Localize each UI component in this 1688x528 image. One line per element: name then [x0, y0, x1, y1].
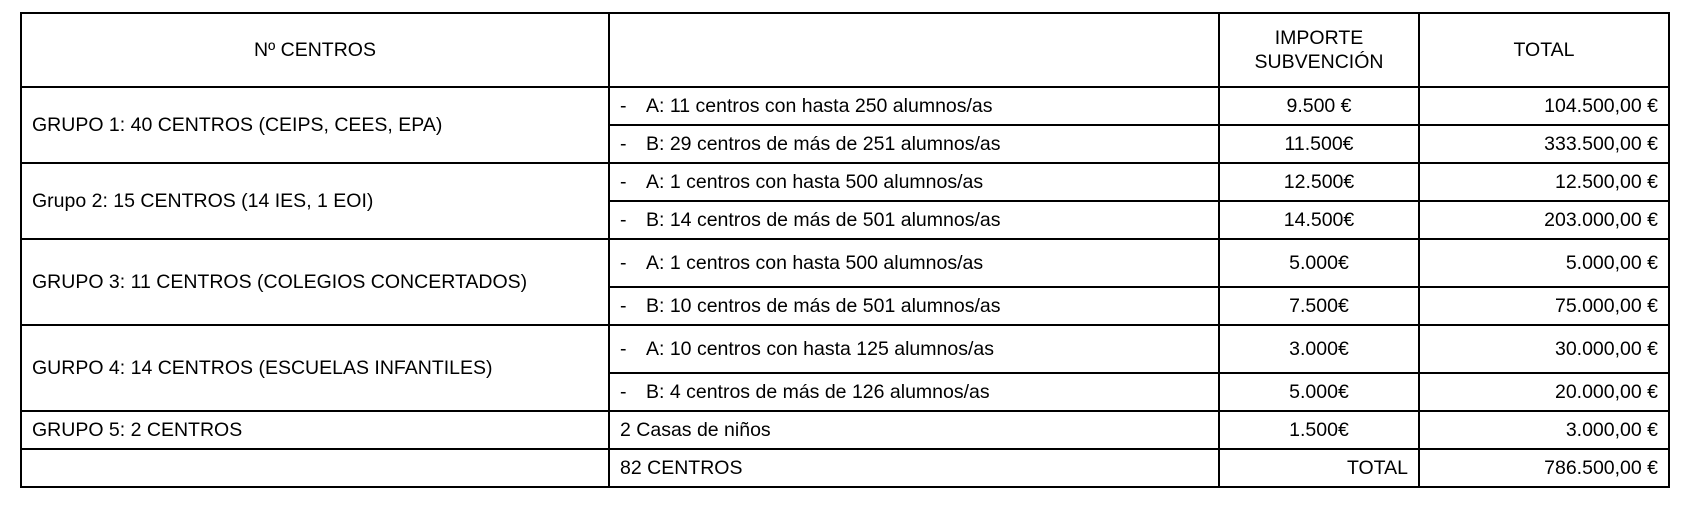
- detail-text: A: 11 centros con hasta 250 alumnos/as: [646, 94, 993, 117]
- header-detalle: [609, 13, 1219, 87]
- detail-text: B: 14 centros de más de 501 alumnos/as: [646, 208, 1001, 231]
- table-row: [21, 87, 1669, 125]
- amount-cell: 5.000€: [1219, 373, 1419, 411]
- detail-text: A: 1 centros con hasta 500 alumnos/as: [646, 170, 984, 193]
- amount-cell: 3.000€: [1219, 325, 1419, 373]
- bullet-dash: -: [620, 170, 627, 193]
- detail-text: 2 Casas de niños: [620, 418, 771, 441]
- footer-centers-total: 82 CENTROS: [609, 449, 1219, 487]
- total-cell: 3.000,00 €: [1419, 411, 1669, 449]
- total-cell: 75.000,00 €: [1419, 287, 1669, 325]
- table-row: [21, 239, 1669, 287]
- detail-text: B: 4 centros de más de 126 alumnos/as: [646, 380, 990, 403]
- table-header-row: [21, 13, 1669, 87]
- amount-cell: 12.500€: [1219, 163, 1419, 201]
- total-cell: 12.500,00 €: [1419, 163, 1669, 201]
- detail-cell: [609, 411, 1219, 449]
- footer-total-label: TOTAL: [1219, 449, 1419, 487]
- bullet-dash: -: [620, 94, 627, 117]
- bullet-dash: -: [620, 337, 627, 360]
- group-cell: GURPO 4: 14 CENTROS (ESCUELAS INFANTILES): [21, 325, 609, 411]
- group-cell: GRUPO 1: 40 CENTROS (CEIPS, CEES, EPA): [21, 87, 609, 163]
- table-row: [21, 163, 1669, 201]
- amount-cell: 11.500€: [1219, 125, 1419, 163]
- table-row: [21, 325, 1669, 373]
- bullet-dash: -: [620, 251, 627, 274]
- total-cell: 30.000,00 €: [1419, 325, 1669, 373]
- detail-cell: [609, 239, 1219, 287]
- table-footer-row: [21, 449, 1669, 487]
- detail-cell: [609, 287, 1219, 325]
- bullet-dash: -: [620, 208, 627, 231]
- footer-total-value: 786.500,00 €: [1419, 449, 1669, 487]
- detail-cell: [609, 201, 1219, 239]
- amount-cell: 7.500€: [1219, 287, 1419, 325]
- detail-cell: [609, 373, 1219, 411]
- header-importe-line2: SUBVENCIÓN: [1254, 51, 1384, 73]
- group-cell: GRUPO 5: 2 CENTROS: [21, 411, 609, 449]
- detail-text: B: 10 centros de más de 501 alumnos/as: [646, 294, 1001, 317]
- total-cell: 333.500,00 €: [1419, 125, 1669, 163]
- total-cell: 104.500,00 €: [1419, 87, 1669, 125]
- total-cell: 20.000,00 €: [1419, 373, 1669, 411]
- bullet-dash: -: [620, 132, 627, 155]
- header-importe-subvencion: [1219, 13, 1419, 87]
- detail-cell: [609, 125, 1219, 163]
- table-row: [21, 411, 1669, 449]
- detail-cell: [609, 325, 1219, 373]
- amount-cell: 5.000€: [1219, 239, 1419, 287]
- detail-cell: [609, 163, 1219, 201]
- detail-text: A: 1 centros con hasta 500 alumnos/as: [646, 251, 984, 274]
- bullet-dash: -: [620, 294, 627, 317]
- footer-empty-cell: [21, 449, 609, 487]
- amount-cell: 9.500 €: [1219, 87, 1419, 125]
- header-importe-line1: IMPORTE: [1274, 26, 1364, 49]
- group-cell: Grupo 2: 15 CENTROS (14 IES, 1 EOI): [21, 163, 609, 239]
- detail-text: A: 10 centros con hasta 125 alumnos/as: [646, 337, 994, 360]
- detail-text: B: 29 centros de más de 251 alumnos/as: [646, 132, 1001, 155]
- header-centros: Nº CENTROS: [21, 13, 609, 87]
- group-cell: GRUPO 3: 11 CENTROS (COLEGIOS CONCERTADOS): [21, 239, 609, 325]
- amount-cell: 1.500€: [1219, 411, 1419, 449]
- subsidy-table: [20, 12, 1670, 488]
- bullet-dash: -: [620, 380, 627, 403]
- total-cell: 5.000,00 €: [1419, 239, 1669, 287]
- detail-cell: [609, 87, 1219, 125]
- amount-cell: 14.500€: [1219, 201, 1419, 239]
- total-cell: 203.000,00 €: [1419, 201, 1669, 239]
- header-total: TOTAL: [1419, 13, 1669, 87]
